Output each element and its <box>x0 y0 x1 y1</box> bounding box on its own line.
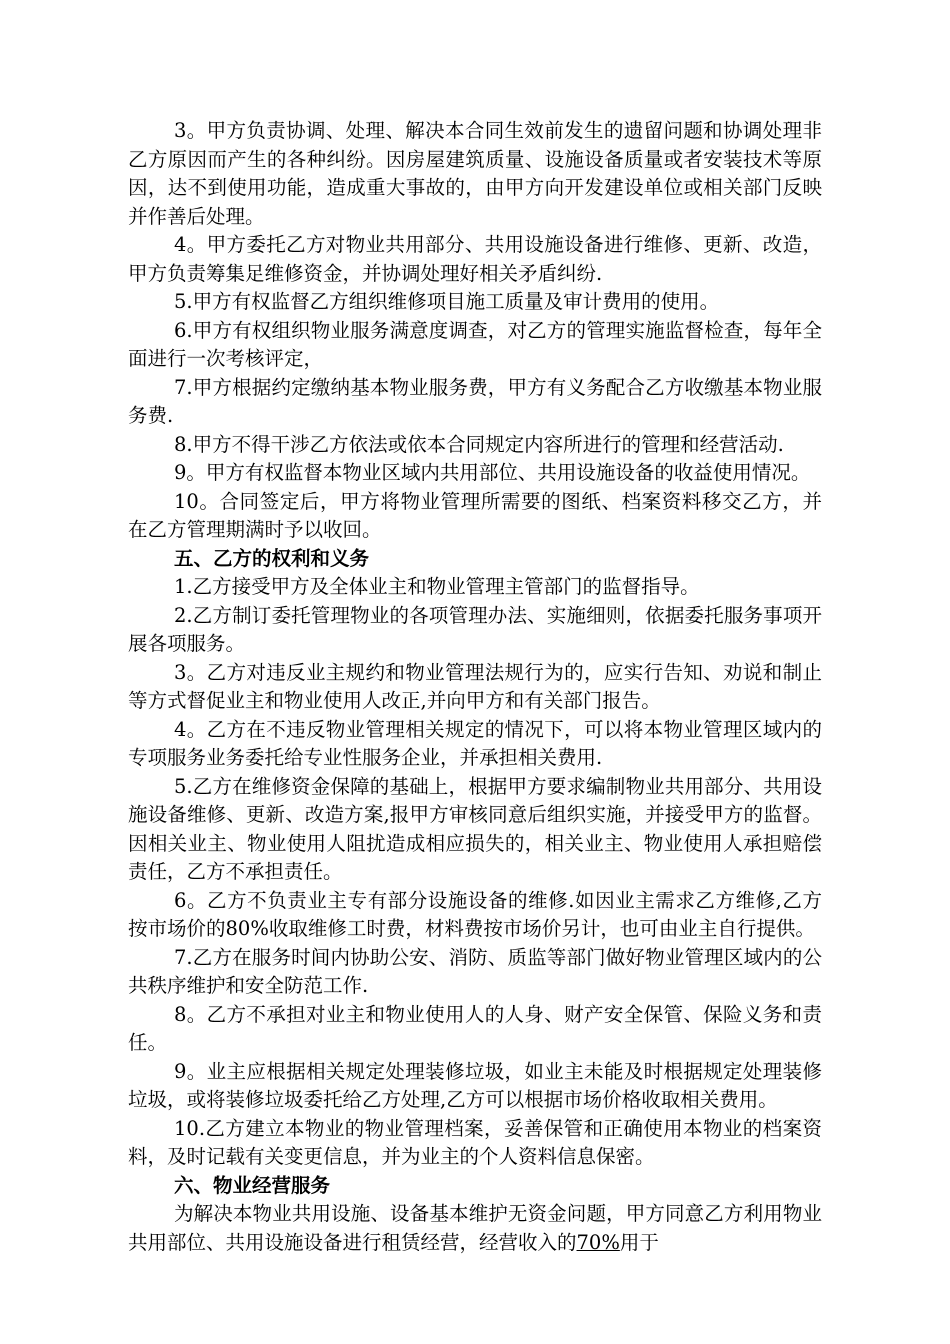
section-heading-6: 六、物业经营服务 <box>174 1173 331 1197</box>
clause-4-item-9: 9。甲方有权监督本物业区域内共用部位、共用设施设备的收益使用情况。 <box>174 461 811 484</box>
clause-4-item-4: 4。甲方委托乙方对物业共用部分、共用设施设备进行维修、更新、改造，甲方负责筹集足维修资金，并协调处理好相关矛盾纠纷. <box>128 233 822 285</box>
clause-4-item-8: 8.甲方不得干涉乙方依法或依本合同规定内容所进行的管理和经营活动. <box>174 432 784 456</box>
clause-4-item-10: 10。合同签定后，甲方将物业管理所需要的图纸、档案资料移交乙方，并在乙方管理期满时予以收回。 <box>128 489 822 541</box>
section-heading-5: 五、乙方的权利和义务 <box>174 546 370 570</box>
clause-5-item-10: 10.乙方建立本物业的物业管理档案，妥善保管和正确使用本物业的档案资料，及时记载有关变更信息，并为业主的个人资料信息保密。 <box>128 1116 822 1168</box>
clause-5-item-9: 9。业主应根据相关规定处理装修垃圾，如业主未能及时根据规定处理装修垃圾，或将装修垃圾委托给乙方处理,乙方可以根据市场价格收取相关费用。 <box>128 1059 822 1111</box>
clause-4-item-3: 3。甲方负责协调、处理、解决本合同生效前发生的遗留问题和协调处理非乙方原因而产生的各种纠纷。因房屋建筑质量、设施设备质量或者安装技术等原因，达不到使用功能，造成重大事故的，由甲方向开发建设单位或相关部门反映并作善后处理。 <box>128 119 822 228</box>
clause-5-item-4: 4。乙方在不违反物业管理相关规定的情况下，可以将本物业管理区域内的专项服务业务委托给专业性服务企业，并承担相关费用. <box>128 717 822 769</box>
clause-6-text-after: 用于 <box>619 1230 659 1254</box>
document-page <box>128 117 822 1257</box>
clause-6-text-before: 为解决本物业共用设施、设备基本维护无资金问题，甲方同意乙方利用物业共用部位、共用设施设备进行租赁经营，经营收入的 <box>128 1202 822 1254</box>
clause-5-item-6: 6。乙方不负责业主专有部分设施设备的维修.如因业主需求乙方维修,乙方按市场价的80%收取维修工时费，材料费按市场价另计，也可由业主自行提供。 <box>128 888 822 940</box>
clause-5-item-1: 1.乙方接受甲方及全体业主和物业管理主管部门的监督指导。 <box>174 575 700 598</box>
clause-5-item-8: 8。乙方不承担对业主和物业使用人的人身、财产安全保管、保险义务和责任。 <box>128 1002 822 1054</box>
clause-5-item-3: 3。乙方对违反业主规约和物业管理法规行为的，应实行告知、劝说和制止等方式督促业主和物业使用人改正,并向甲方和有关部门报告。 <box>128 660 822 712</box>
clause-4-item-7: 7.甲方根据约定缴纳基本物业服务费，甲方有义务配合乙方收缴基本物业服务费. <box>128 375 822 427</box>
clause-6-intro <box>128 1200 822 1257</box>
clause-5-item-7: 7.乙方在服务时间内协助公安、消防、质监等部门做好物业管理区域内的公共秩序维护和安全防范工作. <box>128 945 822 997</box>
clause-5-item-5: 5.乙方在维修资金保障的基础上，根据甲方要求编制物业共用部分、共用设施设备维修、更新、改造方案,报甲方审核同意后组织实施，并接受甲方的监督。因相关业主、物业使用人阻扰造成相应损失的，相关业主、物业使用人承担赔偿责任，乙方不承担责任。 <box>128 774 822 883</box>
clause-5-item-2: 2.乙方制订委托管理物业的各项管理办法、实施细则，依据委托服务事项开展各项服务。 <box>128 603 822 655</box>
clause-6-underlined-percent: 70% <box>576 1230 620 1254</box>
clause-4-item-6: 6.甲方有权组织物业服务满意度调查，对乙方的管理实施监督检查，每年全面进行一次考核评定， <box>128 318 822 370</box>
clause-4-item-5: 5.甲方有权监督乙方组织维修项目施工质量及审计费用的使用。 <box>174 290 720 313</box>
